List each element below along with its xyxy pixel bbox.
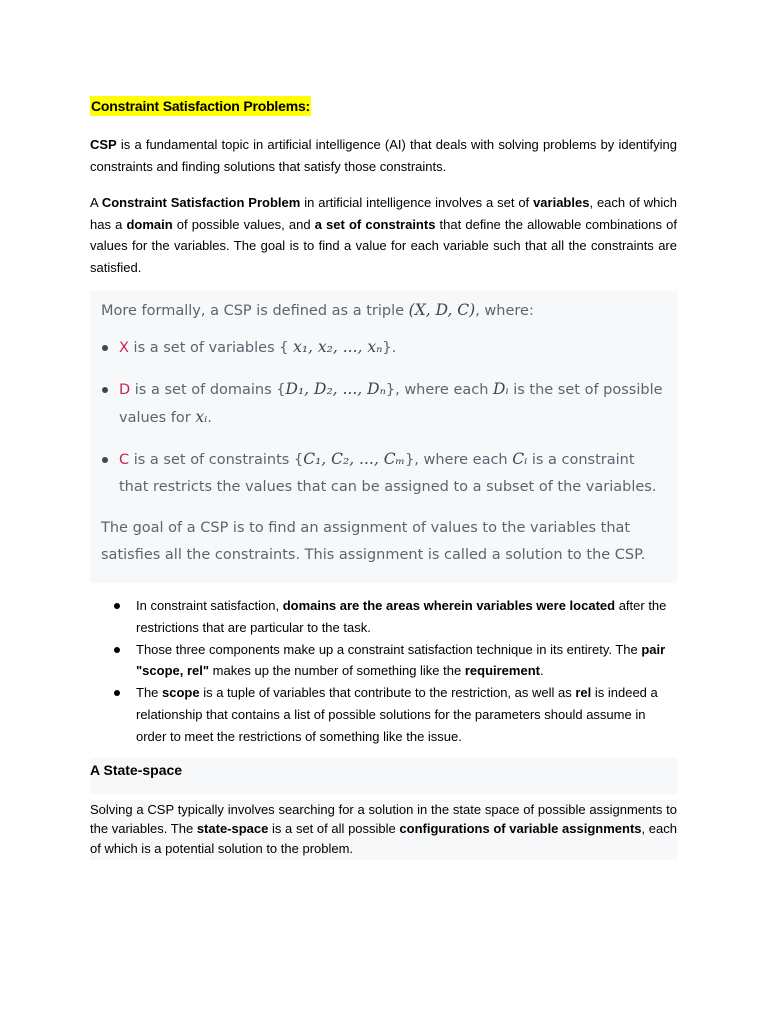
goal-text: The goal of a CSP is to find an assignment of values to the variables that satisfies all the constraints. This assignment is called a solution to the CSP.: [101, 520, 646, 563]
list-item: In constraint satisfaction, domains are the areas wherein variables were located after the restrictions that are particular to the task.: [90, 595, 677, 639]
bullet-icon: [102, 345, 108, 351]
formal-definition-block: [90, 291, 677, 583]
component-bullets: [90, 595, 677, 748]
bullet-icon: [114, 647, 120, 653]
definition-item-c: C is a set of constraints {C₁, C₂, ..., Cₘ}, where each Cᵢ is a constraint that restricts the values that can be assigned to a subset of the variables.: [101, 446, 667, 501]
definition-item-x: X is a set of variables { x₁, x₂, ..., xₙ}.: [101, 334, 667, 362]
csp-intro-paragraph: CSP is a fundamental topic in artificial intelligence (AI) that deals with solving problems by identifying constraints and finding solutions that satisfy those constraints.: [90, 137, 677, 174]
csp-term: CSP: [90, 137, 117, 152]
csp-definition-paragraph: A Constraint Satisfaction Problem in artificial intelligence involves a set of variables, each of which has a domain of possible values, and a set of constraints that define the allowable combinations of values for the variables. The goal is to find a value for each variable such that all the constraints are satisfied.: [90, 195, 677, 275]
section-heading: Constraint Satisfaction Problems:: [91, 98, 310, 114]
triple-math: (X, D, C): [408, 301, 476, 319]
definition-item-d: D is a set of domains {D₁, D₂, ..., Dₙ}, where each Dᵢ is the set of possible values for xᵢ.: [101, 376, 667, 432]
list-item: The scope is a tuple of variables that contribute to the restriction, as well as rel is indeed a relationship that contains a list of possible solutions for the parameters should assume in order to meet the restrictions of something like the issue.: [90, 682, 677, 747]
state-space-paragraph: Solving a CSP typically involves searching for a solution in the state space of possible assignments to the variables. The state-space is a set of all possible configurations of variable assignments, each of which is a potential solution to the problem.: [90, 800, 677, 861]
list-item: Those three components make up a constraint satisfaction technique in its entirety. The pair "scope, rel" makes up the number of something like the requirement.: [90, 639, 677, 683]
document-content: [90, 96, 677, 860]
bullet-icon: [102, 457, 108, 463]
bullet-icon: [114, 603, 120, 609]
bullet-icon: [102, 387, 108, 393]
formal-intro: More formally, a CSP is defined as a triple (X, D, C), where:: [101, 301, 534, 319]
bullet-icon: [114, 690, 120, 696]
definition-list: [101, 334, 667, 501]
state-space-heading: A State-space: [90, 758, 677, 794]
